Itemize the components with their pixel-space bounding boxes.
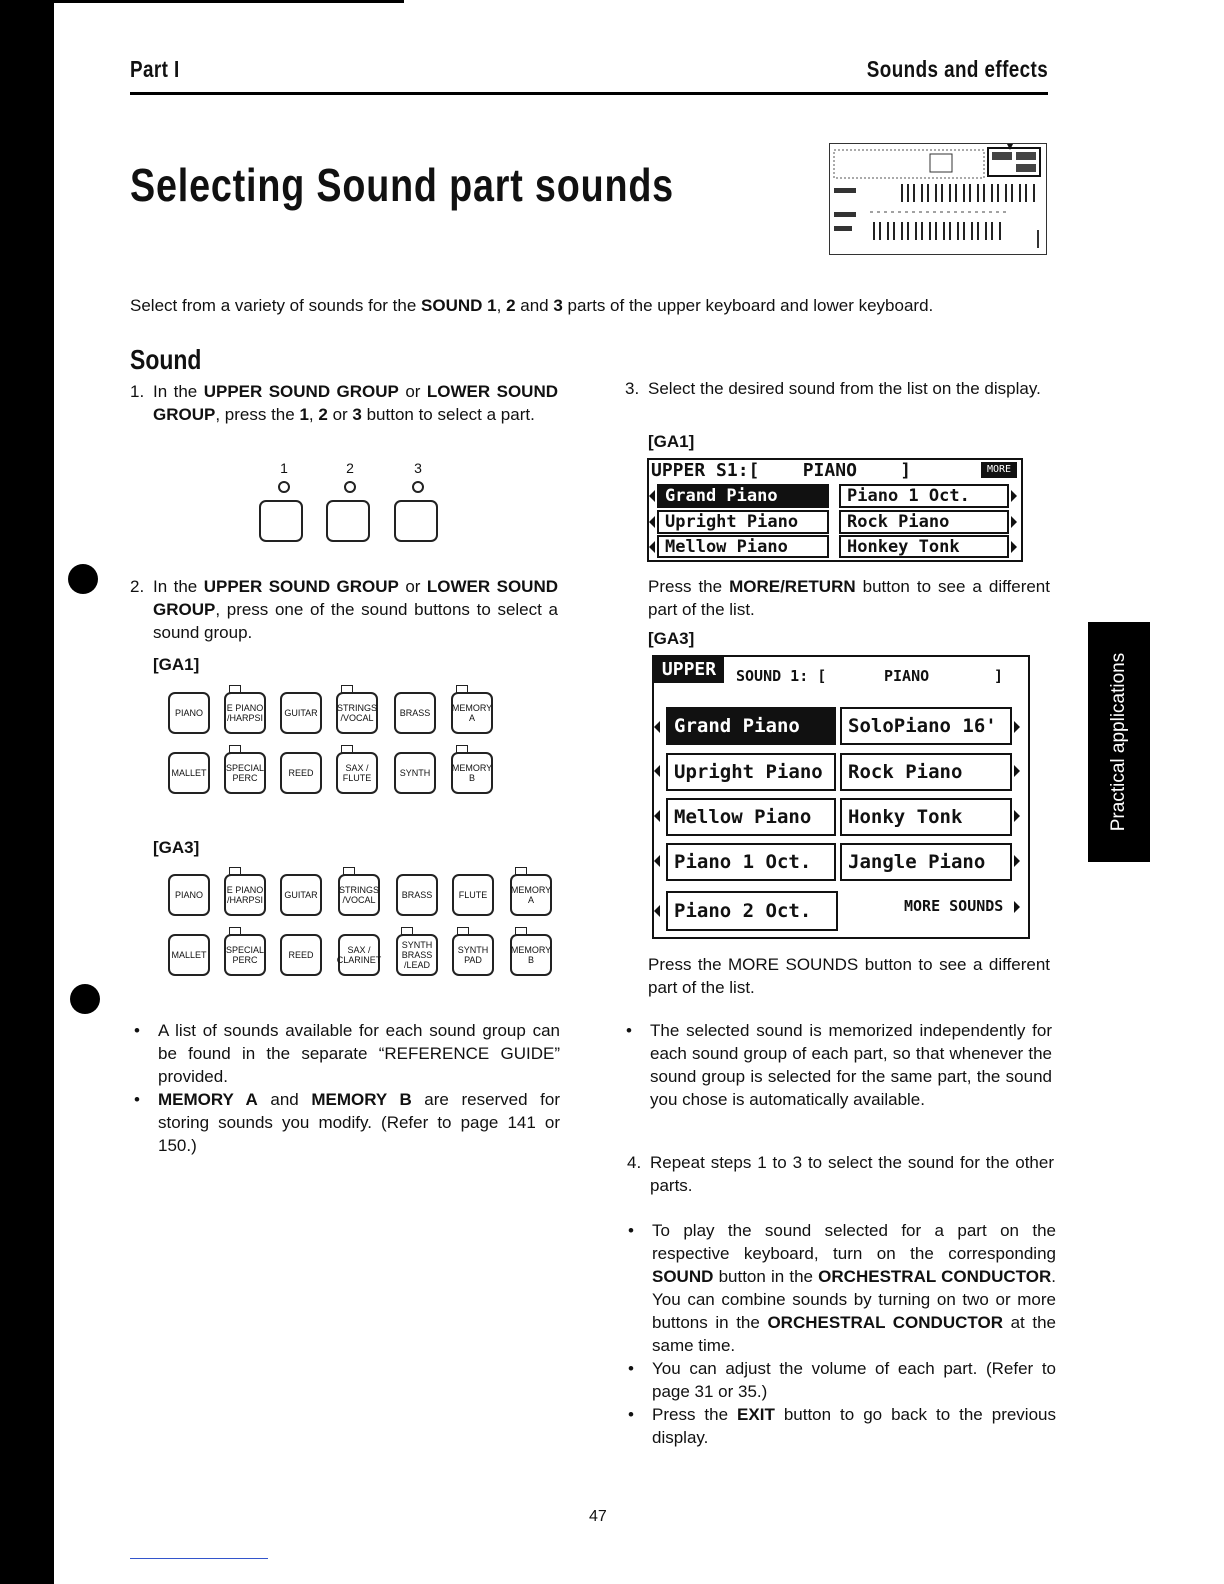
page-number: 47 [589,1508,607,1525]
part-2-label: 2 [346,460,354,476]
lcd-ga3-left-4[interactable]: Piano 2 Oct. [666,891,838,931]
arrow-right-icon [1011,516,1017,528]
ga3-strings-button[interactable]: STRINGS /VOCAL [338,874,380,916]
step-2: 2. In the UPPER SOUND GROUP or LOWER SOUND GROUP, press one of the sound buttons to select a sound group. [130,577,558,642]
ga1-mallet-button[interactable]: MALLET [168,752,210,794]
left-border [0,0,54,1584]
arrow-left-icon [649,541,655,553]
part-1-led [278,481,290,493]
arrow-right-icon [1014,765,1020,777]
ga3-flute-button[interactable]: FLUTE [452,874,494,916]
lcd-ga3-right-1[interactable]: Rock Piano [840,753,1012,791]
page-title: Selecting Sound part sounds [130,159,674,211]
ga3-special-perc-button[interactable]: SPECIAL PERC [224,934,266,976]
ga1-sax-flute-button[interactable]: SAX / FLUTE [336,752,378,794]
lcd-ga3-right-2[interactable]: Honky Tonk [840,798,1012,836]
left-bullet-list [158,1019,560,1157]
bullet-exit: • Press the EXIT button to go back to the previous display. [652,1403,1056,1449]
lcd-ga3-header-end: ] [994,667,1004,685]
lcd-ga3-header-name: PIANO [884,667,930,685]
side-tab [1088,622,1150,862]
bullet-orchestral: • To play the sound selected for a part on the respective keyboard, turn on the corresponding SOUND button in the ORCHESTRAL CONDUCTOR. You can combine sounds by turning on two or more buttons in the ORCHESTRAL CONDUCTOR at the same time. [652,1219,1056,1357]
ga1-memory-a-button[interactable]: MEMORY A [451,692,493,734]
arrow-left-icon [654,905,660,917]
part-3-led [412,481,424,493]
lcd-ga1-label: [GA1] [648,432,695,451]
ga3-synth-pad-button[interactable]: SYNTH PAD [452,934,494,976]
lcd-ga3-display [652,655,1030,939]
arrow-right-icon [1014,721,1020,733]
arrow-left-icon [649,490,655,502]
arrow-right-icon [1014,901,1020,913]
lcd-ga3-left-1[interactable]: Upright Piano [666,753,836,791]
lcd-ga3-left-2[interactable]: Mellow Piano [666,798,836,836]
lcd-ga3-right-0[interactable]: SoloPiano 16' [840,707,1012,745]
more-return-text: Press the MORE/RETURN button to see a different part of the list. [648,577,1050,619]
ga3-memory-a-button[interactable]: MEMORY A [510,874,552,916]
ga3-piano-button[interactable]: PIANO [168,874,210,916]
lcd-ga1-display [647,458,1023,562]
lcd-ga1-right-0[interactable]: Piano 1 Oct. [839,484,1009,508]
ga1-brass-button[interactable]: BRASS [394,692,436,734]
header-rule [130,92,1048,95]
arrow-left-icon [654,855,660,867]
lcd-ga1-left-2[interactable]: Mellow Piano [657,535,829,558]
bullet-volume: • You can adjust the volume of each part. (Refer to page 31 or 35.) [652,1357,1056,1403]
keyboard-panel-icon [830,144,1046,254]
header-part: Part I [130,56,180,82]
intro-text: Select from a variety of sounds for the SOUND 1, 2 and 3 parts of the upper keyboard and lower keyboard. [130,296,934,315]
lcd-ga3-right-3[interactable]: Jangle Piano [840,843,1012,881]
ga1-epiano-button[interactable]: E PIANO /HARPSI [224,692,266,734]
ga1-reed-button[interactable]: REED [280,752,322,794]
part-2-led [344,481,356,493]
arrow-right-icon [1011,490,1017,502]
arrow-left-icon [654,765,660,777]
ga1-label: [GA1] [153,655,200,674]
part-1-label: 1 [280,460,288,476]
step-4: 4. Repeat steps 1 to 3 to select the sound for the other parts. [627,1153,1054,1195]
step-3: 3. Select the desired sound from the list on the display. [625,379,1041,398]
ga1-synth-button[interactable]: SYNTH [394,752,436,794]
lcd-ga1-left-0[interactable]: Grand Piano [657,484,829,508]
punch-hole [68,564,98,594]
arrow-left-icon [649,516,655,528]
ga3-epiano-button[interactable]: E PIANO /HARPSI [224,874,266,916]
right-bullet-list-2 [652,1219,1056,1449]
ga1-memory-b-button[interactable]: MEMORY B [451,752,493,794]
lcd-ga1-right-2[interactable]: Honkey Tonk [839,535,1009,558]
part-3-label: 3 [414,460,422,476]
ga3-sax-clarinet-button[interactable]: SAX / CLARINET [338,934,380,976]
lcd-ga3-left-0[interactable]: Grand Piano [666,707,836,745]
lcd-ga3-upper-tag: UPPER [654,657,724,683]
ga1-guitar-button[interactable]: GUITAR [280,692,322,734]
step-1: 1. In the UPPER SOUND GROUP or LOWER SOUND GROUP, press the 1, 2 or 3 button to select a part. [130,382,558,424]
part-3-button[interactable] [394,500,438,542]
lcd-ga3-label: [GA3] [648,629,695,648]
ga3-brass-button[interactable]: BRASS [396,874,438,916]
footer-line [130,1558,268,1559]
ga1-piano-button[interactable]: PIANO [168,692,210,734]
lcd-ga1-right-1[interactable]: Rock Piano [839,510,1009,534]
bullet-memory: • MEMORY A and MEMORY B are reserved for storing sounds you modify. (Refer to page 141 or 150.) [158,1088,560,1157]
ga3-synth-brass-button[interactable]: SYNTH BRASS /LEAD [396,934,438,976]
keyboard-panel-illustration [829,143,1047,255]
lcd-ga3-more-sounds[interactable]: MORE SOUNDS [904,897,1004,915]
top-line [54,0,404,3]
right-bullet-1: • The selected sound is memorized independently for each sound group of each part, so that whenever the sound group is selected for the same part, the sound you chose is automatically available. [650,1019,1052,1111]
arrow-right-icon [1014,855,1020,867]
bullet-reference-guide: • A list of sounds available for each sound group can be found in the separate “REFERENCE GUIDE” provided. [158,1019,560,1088]
ga1-special-perc-button[interactable]: SPECIAL PERC [224,752,266,794]
side-tab-label: Practical applications [1108,652,1129,832]
arrow-left-icon [654,810,660,822]
lcd-ga1-more-badge: MORE [981,462,1017,478]
ga3-mallet-button[interactable]: MALLET [168,934,210,976]
header-section: Sounds and effects [866,56,1048,82]
ga1-strings-button[interactable]: STRINGS /VOCAL [336,692,378,734]
arrow-right-icon [1011,541,1017,553]
ga3-label: [GA3] [153,838,200,857]
lcd-ga1-header: UPPER S1:[ PIANO ] [651,460,912,481]
lcd-ga1-left-1[interactable]: Upright Piano [657,510,829,534]
ga3-memory-b-button[interactable]: MEMORY B [510,934,552,976]
punch-hole [70,984,100,1014]
part-1-button[interactable] [259,500,303,542]
ga3-reed-button[interactable]: REED [280,934,322,976]
lcd-ga3-header: SOUND 1: [ [736,667,827,685]
ga3-guitar-button[interactable]: GUITAR [280,874,322,916]
arrow-left-icon [654,721,660,733]
more-sounds-text: Press the MORE SOUNDS button to see a different part of the list. [648,955,1050,997]
part-2-button[interactable] [326,500,370,542]
lcd-ga3-left-3[interactable]: Piano 1 Oct. [666,843,836,881]
section-heading: Sound [130,344,202,375]
arrow-right-icon [1014,810,1020,822]
